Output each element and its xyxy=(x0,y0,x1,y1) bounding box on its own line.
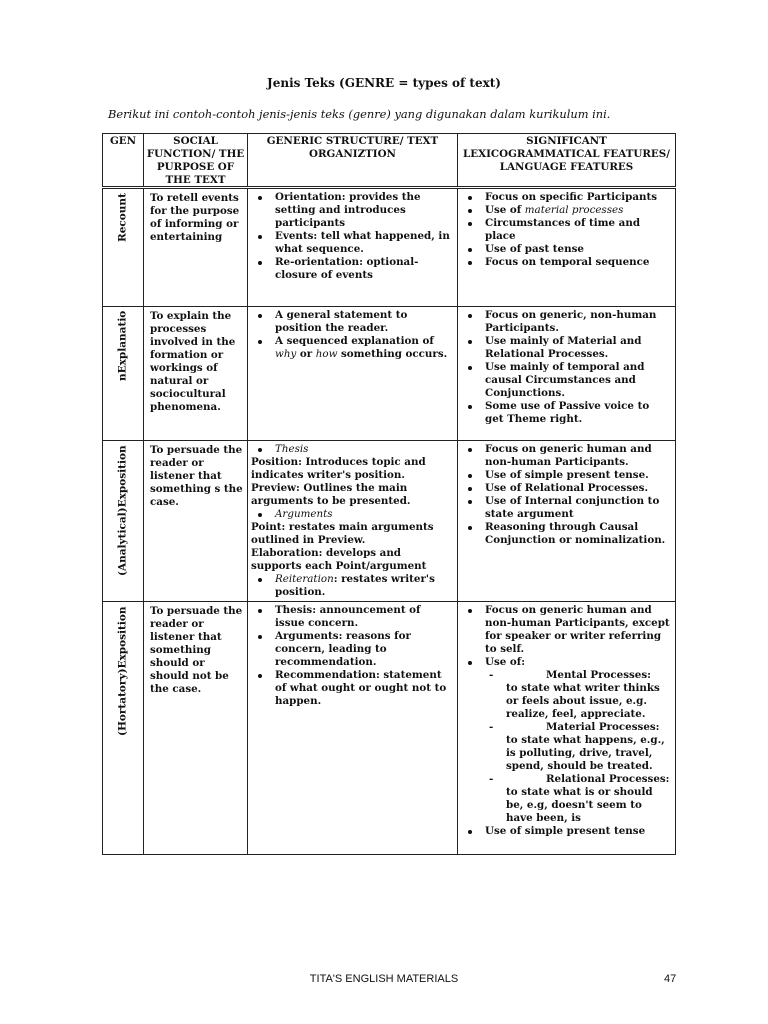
list-item: Focus on temporal sequence xyxy=(461,256,671,269)
list-item: Use of past tense xyxy=(461,243,671,256)
list-item: Use mainly of Material and Relational Processes. xyxy=(461,335,671,361)
footer-text: TITA'S ENGLISH MATERIALS xyxy=(309,973,459,985)
list-item: Reiteration: restates writer's position. xyxy=(251,573,453,599)
features-list-analytical xyxy=(461,443,671,547)
list-item: Arguments xyxy=(251,508,453,521)
genre-label-hortatory: (Hortatory)Exposition xyxy=(116,606,129,736)
table-row-recount xyxy=(103,188,676,307)
function-analytical: To persuade the reader or listener that something s the case. xyxy=(144,441,248,602)
page-number: 47 xyxy=(664,973,677,985)
list-item: Use of simple present tense xyxy=(461,825,671,838)
list-item: - Mental Processes: to state what writer thinks or feels about issue, e.g. realize, feel, appreciate. xyxy=(461,669,671,721)
features-list-hortatory xyxy=(461,604,671,837)
list-item: Re-orientation: optional- closure of events xyxy=(251,256,453,282)
features-list-explanation xyxy=(461,309,671,426)
header-function: SOCIAL FUNCTION/ THE PURPOSE OF THE TEXT xyxy=(144,134,248,188)
list-item: Arguments: reasons for concern, leading to recommendation. xyxy=(251,630,453,669)
table-row-hortatory-exposition xyxy=(103,602,676,855)
list-item: Circumstances of time and place xyxy=(461,217,671,243)
page-title: Jenis Teks (GENRE = types of text) xyxy=(267,76,501,90)
function-recount: To retell events for the purpose of informing or entertaining xyxy=(144,188,248,307)
list-item: Focus on generic human and non-human Participants, except for speaker or writer referring to self. xyxy=(461,604,671,656)
genre-label-analytical: (Analytical)Exposition xyxy=(116,445,129,577)
structure-position: Position: Introduces topic and indicates writer's position. xyxy=(251,456,426,482)
intro-text: Berikut ini contoh-contoh jenis-jenis teks (genre) yang digunakan dalam kurikulum ini. xyxy=(108,107,611,121)
genre-label-explanation: nExplanatio xyxy=(116,311,129,382)
table-row-analytical-exposition xyxy=(103,441,676,602)
list-item: Use of Internal conjunction to state argument xyxy=(461,495,671,521)
list-item: A sequenced explanation of why or how something occurs. xyxy=(251,335,453,361)
list-item: Focus on specific Participants xyxy=(461,191,671,204)
list-item: Focus on generic human and non-human Participants. xyxy=(461,443,671,469)
list-item: Thesis xyxy=(251,443,453,456)
list-item: Use of: xyxy=(461,656,671,669)
list-item: Reasoning through Causal Conjunction or nominalization. xyxy=(461,521,671,547)
function-hortatory: To persuade the reader or listener that something should or should not be the case. xyxy=(144,602,248,855)
table-row-explanation xyxy=(103,307,676,441)
list-item: - Material Processes: to state what happens, e.g., is polluting, drive, travel, spend, should be treated. xyxy=(461,721,671,773)
list-item: A general statement to position the reader. xyxy=(251,309,453,335)
list-item: Use of material processes xyxy=(461,204,671,217)
list-item: Use of simple present tense. xyxy=(461,469,671,482)
structure-list-recount xyxy=(251,191,453,282)
structure-point: Point: restates main arguments outlined in Preview. xyxy=(251,521,434,547)
list-item: Orientation: provides the setting and introduces participants xyxy=(251,191,453,230)
structure-elaboration: Elaboration: develops and supports each Point/argument xyxy=(251,547,427,573)
structure-preview: Preview: Outlines the main arguments to be presented. xyxy=(251,482,411,508)
list-item: - Relational Processes: to state what is or should be, e.g, doesn't seem to have been, is xyxy=(461,773,671,825)
list-item: Use mainly of temporal and causal Circumstances and Conjunctions. xyxy=(461,361,671,400)
list-item: Recommendation: statement of what ought or ought not to happen. xyxy=(251,669,453,708)
genre-table xyxy=(102,133,676,855)
genre-label-recount: Recount xyxy=(116,193,129,243)
header-features: SIGNIFICANT LEXICOGRAMMATICAL FEATURES/ LANGUAGE FEATURES xyxy=(458,134,676,188)
header-gen: GEN xyxy=(103,134,144,188)
header-structure: GENERIC STRUCTURE/ TEXT ORGANIZTION xyxy=(248,134,458,188)
list-item: Events: tell what happened, in what sequence. xyxy=(251,230,453,256)
structure-list-explanation xyxy=(251,309,453,361)
structure-list-analytical xyxy=(251,443,453,456)
structure-list-hortatory xyxy=(251,604,453,708)
function-explanation: To explain the processes involved in the formation or workings of natural or sociocultural phenomena. xyxy=(144,307,248,441)
features-list-recount xyxy=(461,191,671,269)
list-item: Some use of Passive voice to get Theme right. xyxy=(461,400,671,426)
list-item: Thesis: announcement of issue concern. xyxy=(251,604,453,630)
table-header-row xyxy=(103,134,676,188)
list-item: Use of Relational Processes. xyxy=(461,482,671,495)
list-item: Focus on generic, non-human Participants. xyxy=(461,309,671,335)
